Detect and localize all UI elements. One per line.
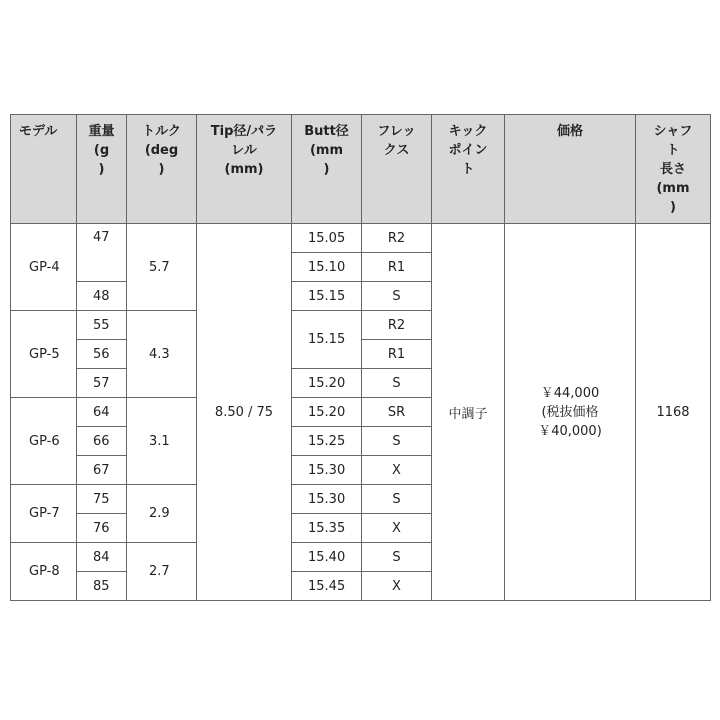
flex-cell: X [362,456,432,485]
weight-cell: 57 [77,369,127,398]
weight-cell: 66 [77,427,127,456]
flex-cell: S [362,282,432,311]
price-note: (税抜価格 [541,404,599,420]
weight-cell: 75 [77,485,127,514]
weight-cell: 84 [77,543,127,572]
butt-cell: 15.35 [292,514,362,543]
butt-cell: 15.25 [292,427,362,456]
flex-cell: S [362,369,432,398]
length-cell: 1168 [636,224,711,601]
weight-cell: 76 [77,514,127,543]
butt-cell: 15.20 [292,369,362,398]
header-price: 価格 [505,115,636,224]
butt-cell: 15.10 [292,253,362,282]
header-butt: Butt径 (mm ) [292,115,362,224]
flex-cell: R2 [362,224,432,253]
header-row [11,115,711,224]
tip-cell: 8.50 / 75 [197,224,292,601]
model-cell: GP-7 [11,485,77,543]
flex-cell: R1 [362,340,432,369]
butt-cell: 15.05 [292,224,362,253]
model-cell: GP-6 [11,398,77,485]
model-cell: GP-4 [11,224,77,311]
torque-cell: 4.3 [127,311,197,398]
flex-cell: S [362,543,432,572]
flex-cell: R1 [362,253,432,282]
header-model: モデル [11,115,77,224]
weight-cell: 56 [77,340,127,369]
flex-cell: R2 [362,311,432,340]
butt-cell: 15.30 [292,456,362,485]
header-flex: フレッ クス [362,115,432,224]
model-cell: GP-5 [11,311,77,398]
header-kick-point: キック ポイン ト [432,115,505,224]
flex-cell: X [362,572,432,601]
butt-cell: 15.40 [292,543,362,572]
header-length: シャフ ト 長さ (mm ) [636,115,711,224]
price-value: ￥44,000 [540,385,600,401]
torque-cell: 2.7 [127,543,197,601]
kick-point-cell: 中調子 [432,224,505,601]
model-cell: GP-8 [11,543,77,601]
price-cell [505,224,636,601]
butt-cell: 15.30 [292,485,362,514]
butt-cell: 15.20 [292,398,362,427]
flex-cell: X [362,514,432,543]
butt-cell: 15.15 [292,282,362,311]
torque-cell: 3.1 [127,398,197,485]
weight-cell: 48 [77,282,127,311]
table-row [11,224,711,253]
flex-cell: S [362,427,432,456]
weight-cell: 47 [77,224,127,282]
butt-cell: 15.45 [292,572,362,601]
price-excl-tax: ￥40,000) [538,423,602,439]
shaft-spec-table [10,114,711,601]
torque-cell: 2.9 [127,485,197,543]
header-tip: Tip径/パラ レル (mm) [197,115,292,224]
weight-cell: 64 [77,398,127,427]
weight-cell: 55 [77,311,127,340]
flex-cell: S [362,485,432,514]
flex-cell: SR [362,398,432,427]
header-weight: 重量 (g ) [77,115,127,224]
weight-cell: 85 [77,572,127,601]
torque-cell: 5.7 [127,224,197,311]
header-torque: トルク (deg ) [127,115,197,224]
weight-cell: 67 [77,456,127,485]
butt-cell: 15.15 [292,311,362,369]
